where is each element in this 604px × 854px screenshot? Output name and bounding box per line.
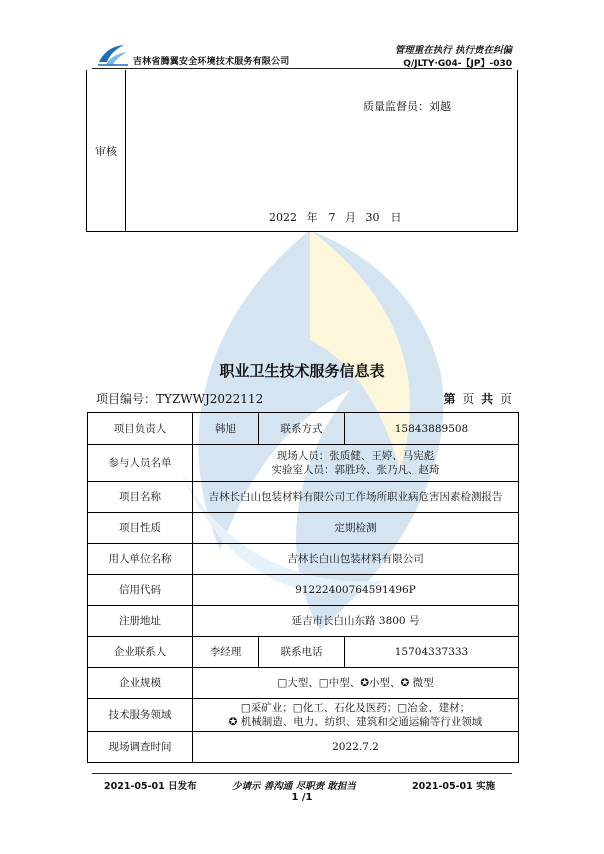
- page-ye-1: 页: [462, 392, 475, 406]
- table-row: [88, 606, 519, 637]
- table-row: [88, 732, 519, 763]
- implementation-date: 2021-05-01 实施: [412, 781, 496, 792]
- project-number-label: 项目编号：: [96, 392, 157, 406]
- table-row: [88, 413, 519, 445]
- members-label: 参与人员名单: [88, 445, 193, 482]
- employer-label: 用人单位名称: [88, 544, 193, 575]
- service-domain-line-2: ✪ 机械制造、电力、纺织、建筑和交通运输等行业领域: [228, 716, 483, 728]
- page-number: 1 /1: [291, 792, 313, 803]
- table-row: [88, 513, 519, 544]
- employer-value: 吉林长白山包装材料有限公司: [193, 544, 519, 575]
- scale-value: □大型、□中型、✪小型、✪ 微型: [193, 668, 519, 699]
- enterprise-contact-value: 李经理: [193, 637, 259, 668]
- survey-date-value: 2022.7.2: [193, 732, 519, 763]
- issue-date: 2021-05-01 日发布: [104, 781, 197, 792]
- header-motto: 管理重在执行 执行贵在纠偏: [394, 45, 512, 56]
- nature-value: 定期检测: [193, 513, 519, 544]
- page-ye-2: 页: [499, 392, 512, 406]
- page-gong: 共: [481, 392, 494, 406]
- members-value: [193, 445, 519, 482]
- service-domain-line-1: □采矿业；□化工、石化及医药；□冶金、建材；: [240, 702, 471, 714]
- address-value: 延吉市长白山东路 3800 号: [193, 606, 519, 637]
- header-divider: [92, 68, 512, 69]
- service-domain-label: 技术服务领域: [88, 699, 193, 732]
- table-row: [88, 699, 519, 732]
- leader-label: 项目负责人: [88, 413, 193, 445]
- members-lab: 实验室人员：郭胜玲、张乃凡、赵琦: [271, 464, 440, 476]
- info-table: [87, 412, 519, 763]
- contact-value: 15843889508: [345, 413, 519, 445]
- footer-divider: [92, 773, 512, 774]
- table-row: [88, 445, 519, 482]
- nature-label: 项目性质: [88, 513, 193, 544]
- quality-supervisor: 质量监督员：刘越: [363, 100, 451, 113]
- review-date: 2022 年 7 月 30 日: [269, 211, 402, 224]
- project-number: [96, 390, 263, 407]
- project-name-label: 项目名称: [88, 482, 193, 513]
- project-number-value: TYZWWJ2022112: [156, 392, 264, 406]
- company-name: 吉林省腾翼安全环境技术服务有限公司: [133, 57, 290, 67]
- scale-label: 企业规模: [88, 668, 193, 699]
- enterprise-phone-value: 15704337333: [345, 637, 519, 668]
- form-title: 职业卫生技术服务信息表: [219, 362, 385, 380]
- table-row: [88, 668, 519, 699]
- enterprise-phone-label: 联系电话: [259, 637, 345, 668]
- table-row: [88, 575, 519, 606]
- page-di: 第: [443, 392, 456, 406]
- page-info: [443, 390, 512, 407]
- enterprise-contact-label: 企业联系人: [88, 637, 193, 668]
- company-logo: [96, 40, 130, 68]
- address-label: 注册地址: [88, 606, 193, 637]
- contact-label: 联系方式: [259, 413, 345, 445]
- document-code: Q/JLTY·G04-【JP】-030: [403, 59, 512, 69]
- review-box: [86, 70, 518, 232]
- survey-date-label: 现场调查时间: [88, 732, 193, 763]
- review-label: 审核: [87, 70, 126, 231]
- footer-motto: 少请示 善沟通 尽职责 敢担当: [232, 781, 356, 792]
- table-row: [88, 482, 519, 513]
- project-name-value: 吉林长白山包装材料有限公司工作场所职业病危害因素检测报告: [193, 482, 519, 513]
- table-row: [88, 544, 519, 575]
- service-domain-value: [193, 699, 519, 732]
- table-row: [88, 637, 519, 668]
- leader-value: 韩旭: [193, 413, 259, 445]
- members-field: 现场人员：张质健、王婷、马宪彪: [276, 450, 435, 462]
- credit-label: 信用代码: [88, 575, 193, 606]
- credit-value: 91222400764591496P: [193, 575, 519, 606]
